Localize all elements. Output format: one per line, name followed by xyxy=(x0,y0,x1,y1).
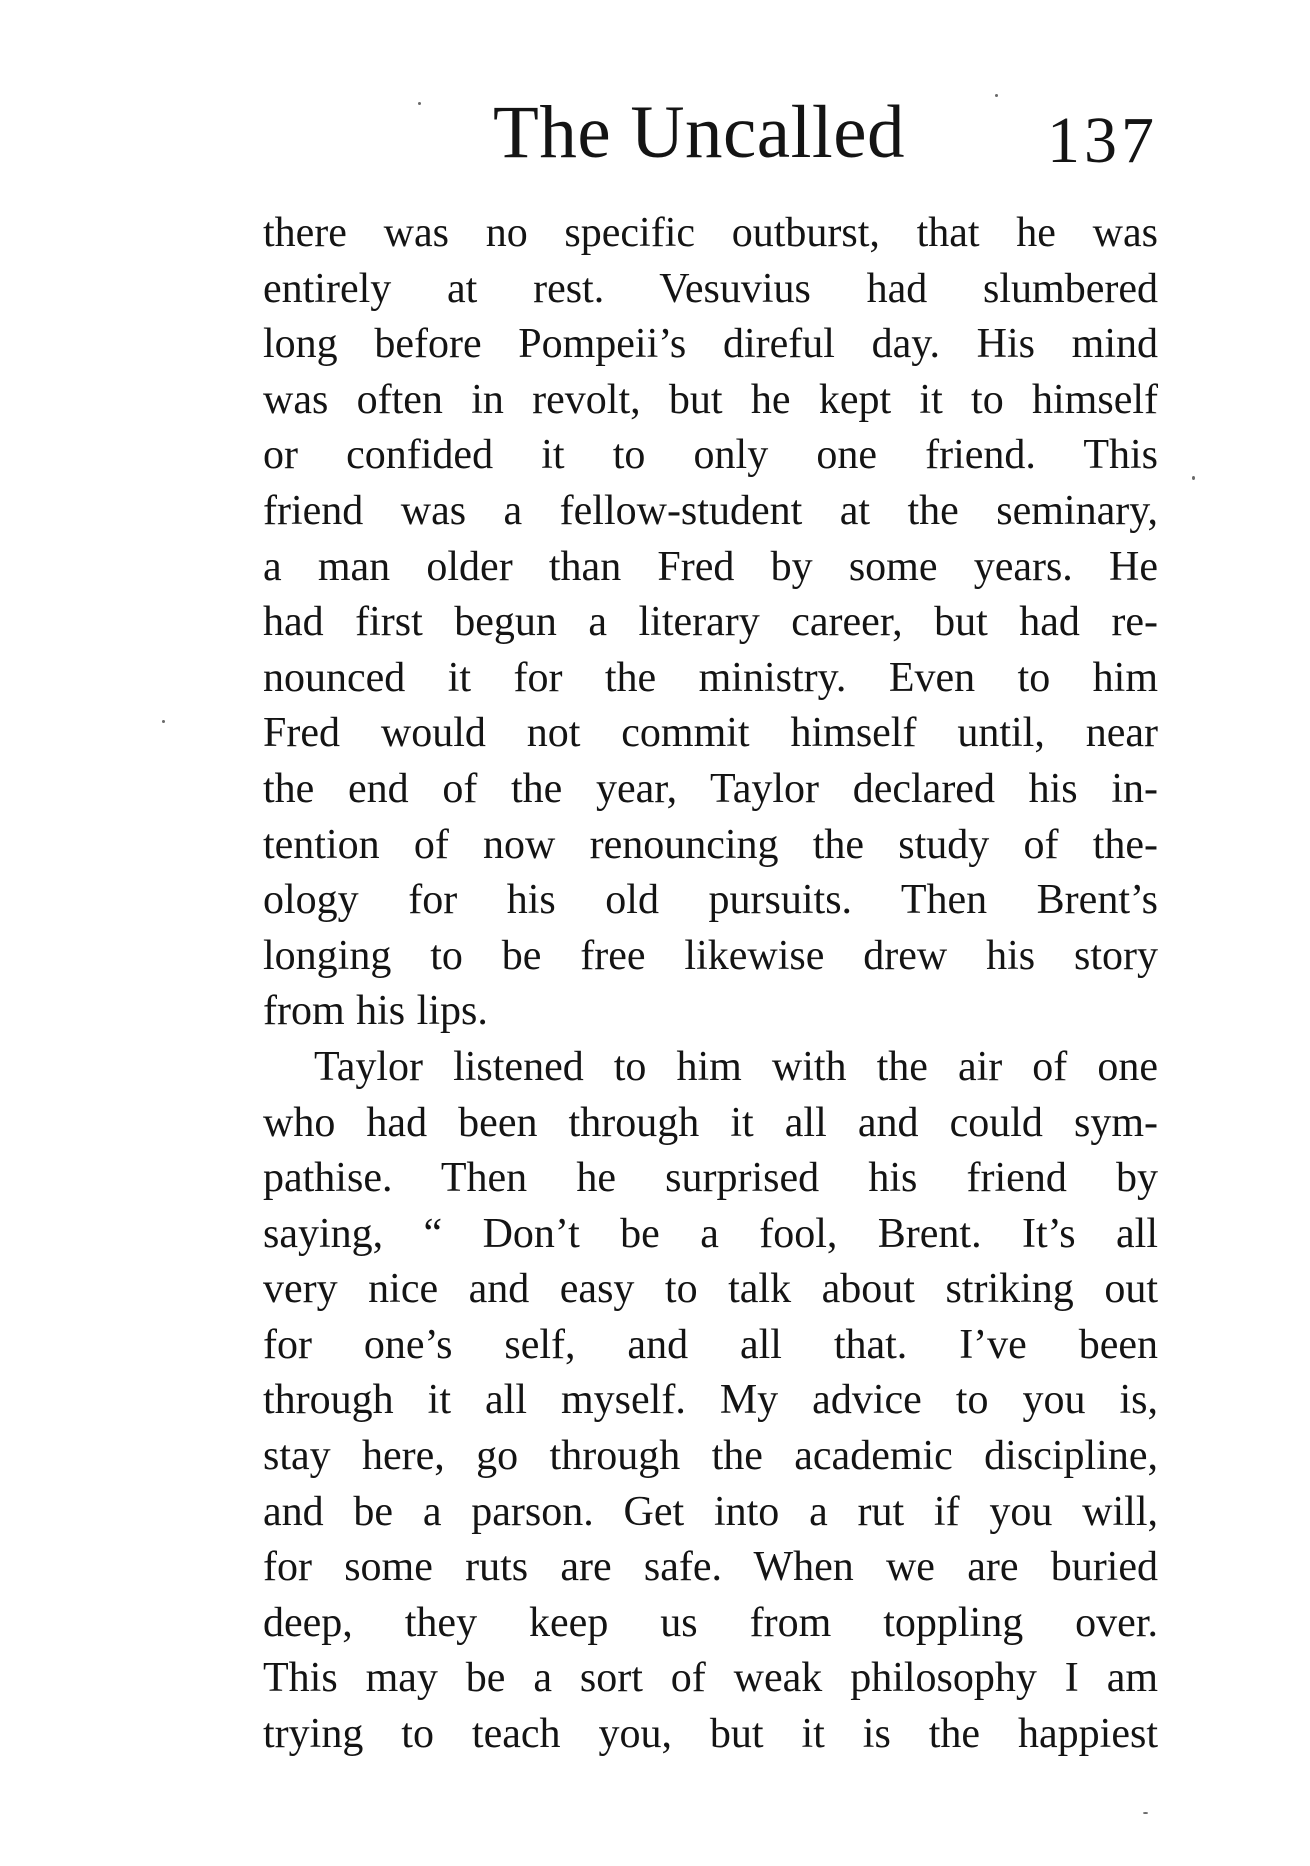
text-line: had first begun a literary career, but had re- xyxy=(263,599,1158,646)
text-line: Fred would not commit himself until, near xyxy=(263,710,1158,757)
text-line: very nice and easy to talk about striking out xyxy=(263,1266,1158,1313)
text-line: pathise. Then he surprised his friend by xyxy=(263,1155,1158,1202)
text-line: Taylor listened to him with the air of one xyxy=(314,1043,1158,1090)
text-line: was often in revolt, but he kept it to himself xyxy=(263,376,1158,423)
text-line: for some ruts are safe. When we are buried xyxy=(263,1544,1158,1591)
text-line: the end of the year, Taylor declared his in- xyxy=(263,765,1158,812)
text-line: for one’s self, and all that. I’ve been xyxy=(263,1321,1158,1368)
running-head xyxy=(263,88,1158,178)
text-line: This may be a sort of weak philosophy I am xyxy=(263,1655,1158,1702)
page-number: 137 xyxy=(1047,104,1158,177)
text-line: through it all myself. My advice to you is, xyxy=(263,1377,1158,1424)
body-text xyxy=(263,206,1158,1763)
scan-speck xyxy=(1192,476,1195,480)
text-line: stay here, go through the academic discipline, xyxy=(263,1433,1158,1480)
text-line: who had been through it all and could sym- xyxy=(263,1099,1158,1146)
text-line: friend was a fellow-student at the seminary, xyxy=(263,487,1158,534)
text-line: and be a parson. Get into a rut if you will, xyxy=(263,1488,1158,1535)
scan-speck xyxy=(418,102,421,105)
paragraph-2 xyxy=(263,1040,1158,1763)
text-line: ology for his old pursuits. Then Brent’s xyxy=(263,877,1158,924)
scan-speck xyxy=(162,720,165,723)
text-line: deep, they keep us from toppling over. xyxy=(263,1599,1158,1646)
text-line: or confided it to only one friend. This xyxy=(263,432,1158,479)
text-line: nounced it for the ministry. Even to him xyxy=(263,654,1158,701)
scan-speck xyxy=(1143,1812,1148,1814)
scan-speck xyxy=(995,94,998,97)
text-line: longing to be free likewise drew his story xyxy=(263,932,1158,979)
paragraph-1 xyxy=(263,206,1158,1040)
text-line: there was no specific outburst, that he was xyxy=(263,210,1158,256)
text-line: entirely at rest. Vesuvius had slumbered xyxy=(263,265,1158,312)
text-line: trying to teach you, but it is the happiest xyxy=(263,1711,1158,1758)
running-title: The Uncalled xyxy=(493,91,906,174)
text-line: from his lips. xyxy=(263,988,488,1035)
text-line: a man older than Fred by some years. He xyxy=(263,543,1158,590)
text-line: tention of now renouncing the study of the- xyxy=(263,821,1158,868)
text-line: long before Pompeii’s direful day. His mind xyxy=(263,321,1158,368)
text-line: saying, “ Don’t be a fool, Brent. It’s all xyxy=(263,1210,1158,1257)
